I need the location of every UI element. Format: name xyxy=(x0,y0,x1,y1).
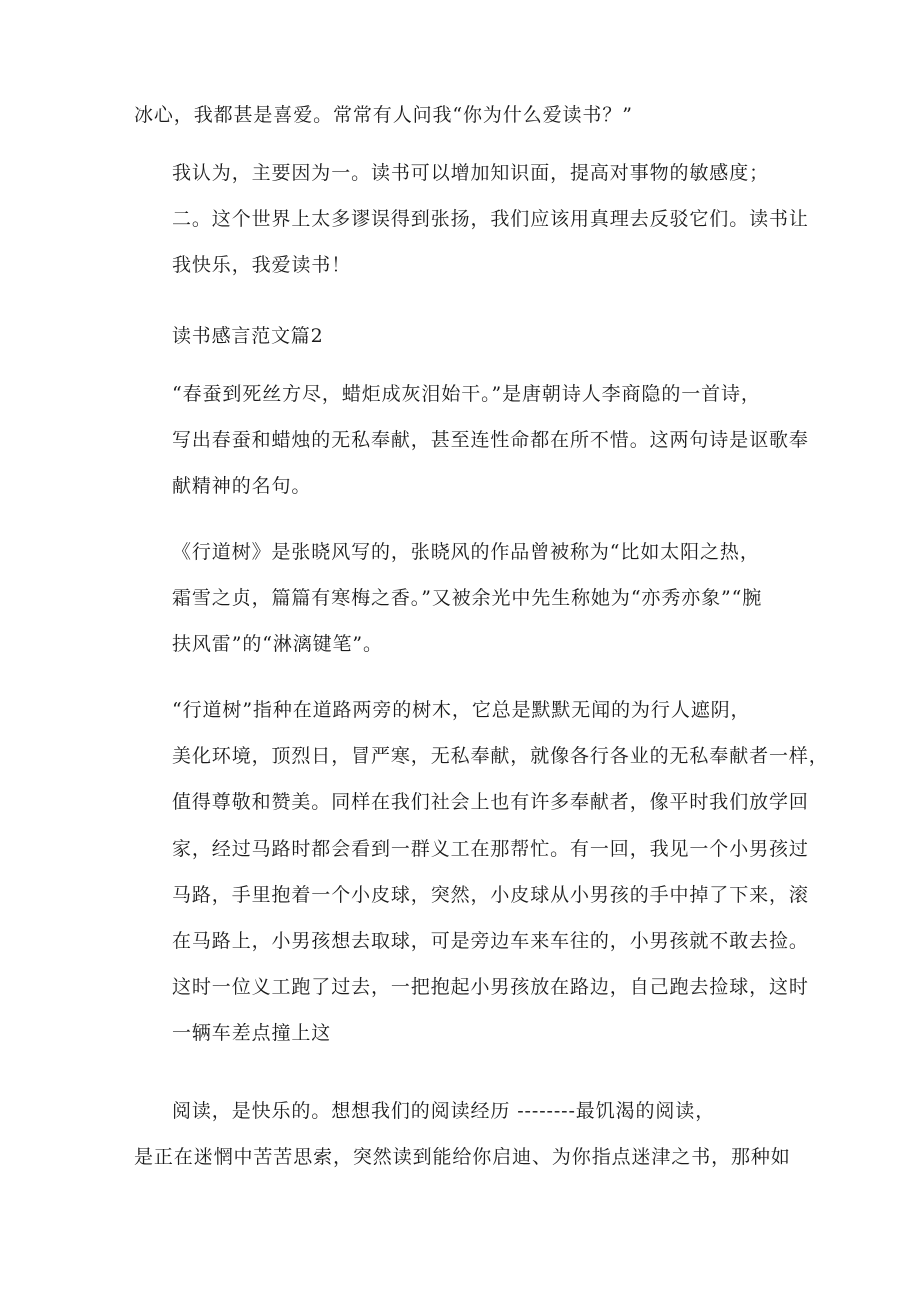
text-line: 写出春蚕和蜡烛的无私奉献，甚至连性命都在所不惜。这两句诗是讴歌奉 xyxy=(172,429,809,452)
text-line: 献精神的名句。 xyxy=(172,475,312,498)
text-line: 阅读，是快乐的。想想我们的阅读经历 --------最饥渴的阅读， xyxy=(172,1100,716,1122)
section-heading: 读书感言范文篇2 xyxy=(172,325,324,347)
text-line: 《行道树》是张晓风写的，张晓风的作品曾被称为“比如太阳之热， xyxy=(172,541,760,563)
text-line: “春蚕到死丝方尽，蜡炬成灰泪始干。”是唐朝诗人李商隐的一首诗， xyxy=(172,383,761,405)
paragraph-reading xyxy=(134,1088,794,1180)
text-line: 家，经过马路时都会看到一群义工在那帮忙。有一回，我见一个小男孩过 xyxy=(172,837,809,860)
paragraph-xingdaoshu xyxy=(134,529,794,668)
text-line: 我快乐，我爱读书！ xyxy=(172,254,352,277)
paragraph-intro xyxy=(134,92,794,138)
paragraph-poem xyxy=(134,371,809,510)
text-line: 一辆车差点撞上这 xyxy=(172,1022,332,1045)
text-line: 马路，手里抱着一个小皮球，突然，小皮球从小男孩的手中掉了下来，滚 xyxy=(172,883,809,906)
text-line: 冰心，我都甚是喜爱。常常有人问我“你为什么爱读书？” xyxy=(134,104,633,126)
paragraph-reasons xyxy=(134,150,809,289)
text-line: 美化环境，顶烈日，冒严寒，无私奉献，就像各行各业的无私奉献者一样， xyxy=(172,745,829,768)
text-line: 二。这个世界上太多谬误得到张扬，我们应该用真理去反驳它们。读书让 xyxy=(172,208,809,231)
paragraph-street-trees xyxy=(134,687,829,1057)
text-line: 霜雪之贞，篇篇有寒梅之香。”又被余光中先生称她为“亦秀亦象”“腕 xyxy=(172,587,763,610)
text-line: 我认为，主要因为一。读书可以增加知识面，提高对事物的敏感度； xyxy=(172,162,770,184)
text-line: 是正在迷惘中苦苦思索，突然读到能给你启迪、为你指点迷津之书，那种如 xyxy=(134,1146,791,1169)
text-line: 在马路上，小男孩想去取球，可是旁边车来车往的，小男孩就不敢去捡。 xyxy=(172,930,809,953)
text-line: 这时一位义工跑了过去，一把抱起小男孩放在路边，自己跑去捡球，这时 xyxy=(172,976,809,999)
text-line: “行道树”指种在道路两旁的树木，它总是默默无闻的为行人遮阴， xyxy=(172,699,751,721)
text-line: 扶风雷”的“淋漓键笔”。 xyxy=(172,633,383,656)
text-line: 值得尊敬和赞美。同样在我们社会上也有许多奉献者，像平时我们放学回 xyxy=(172,791,809,814)
